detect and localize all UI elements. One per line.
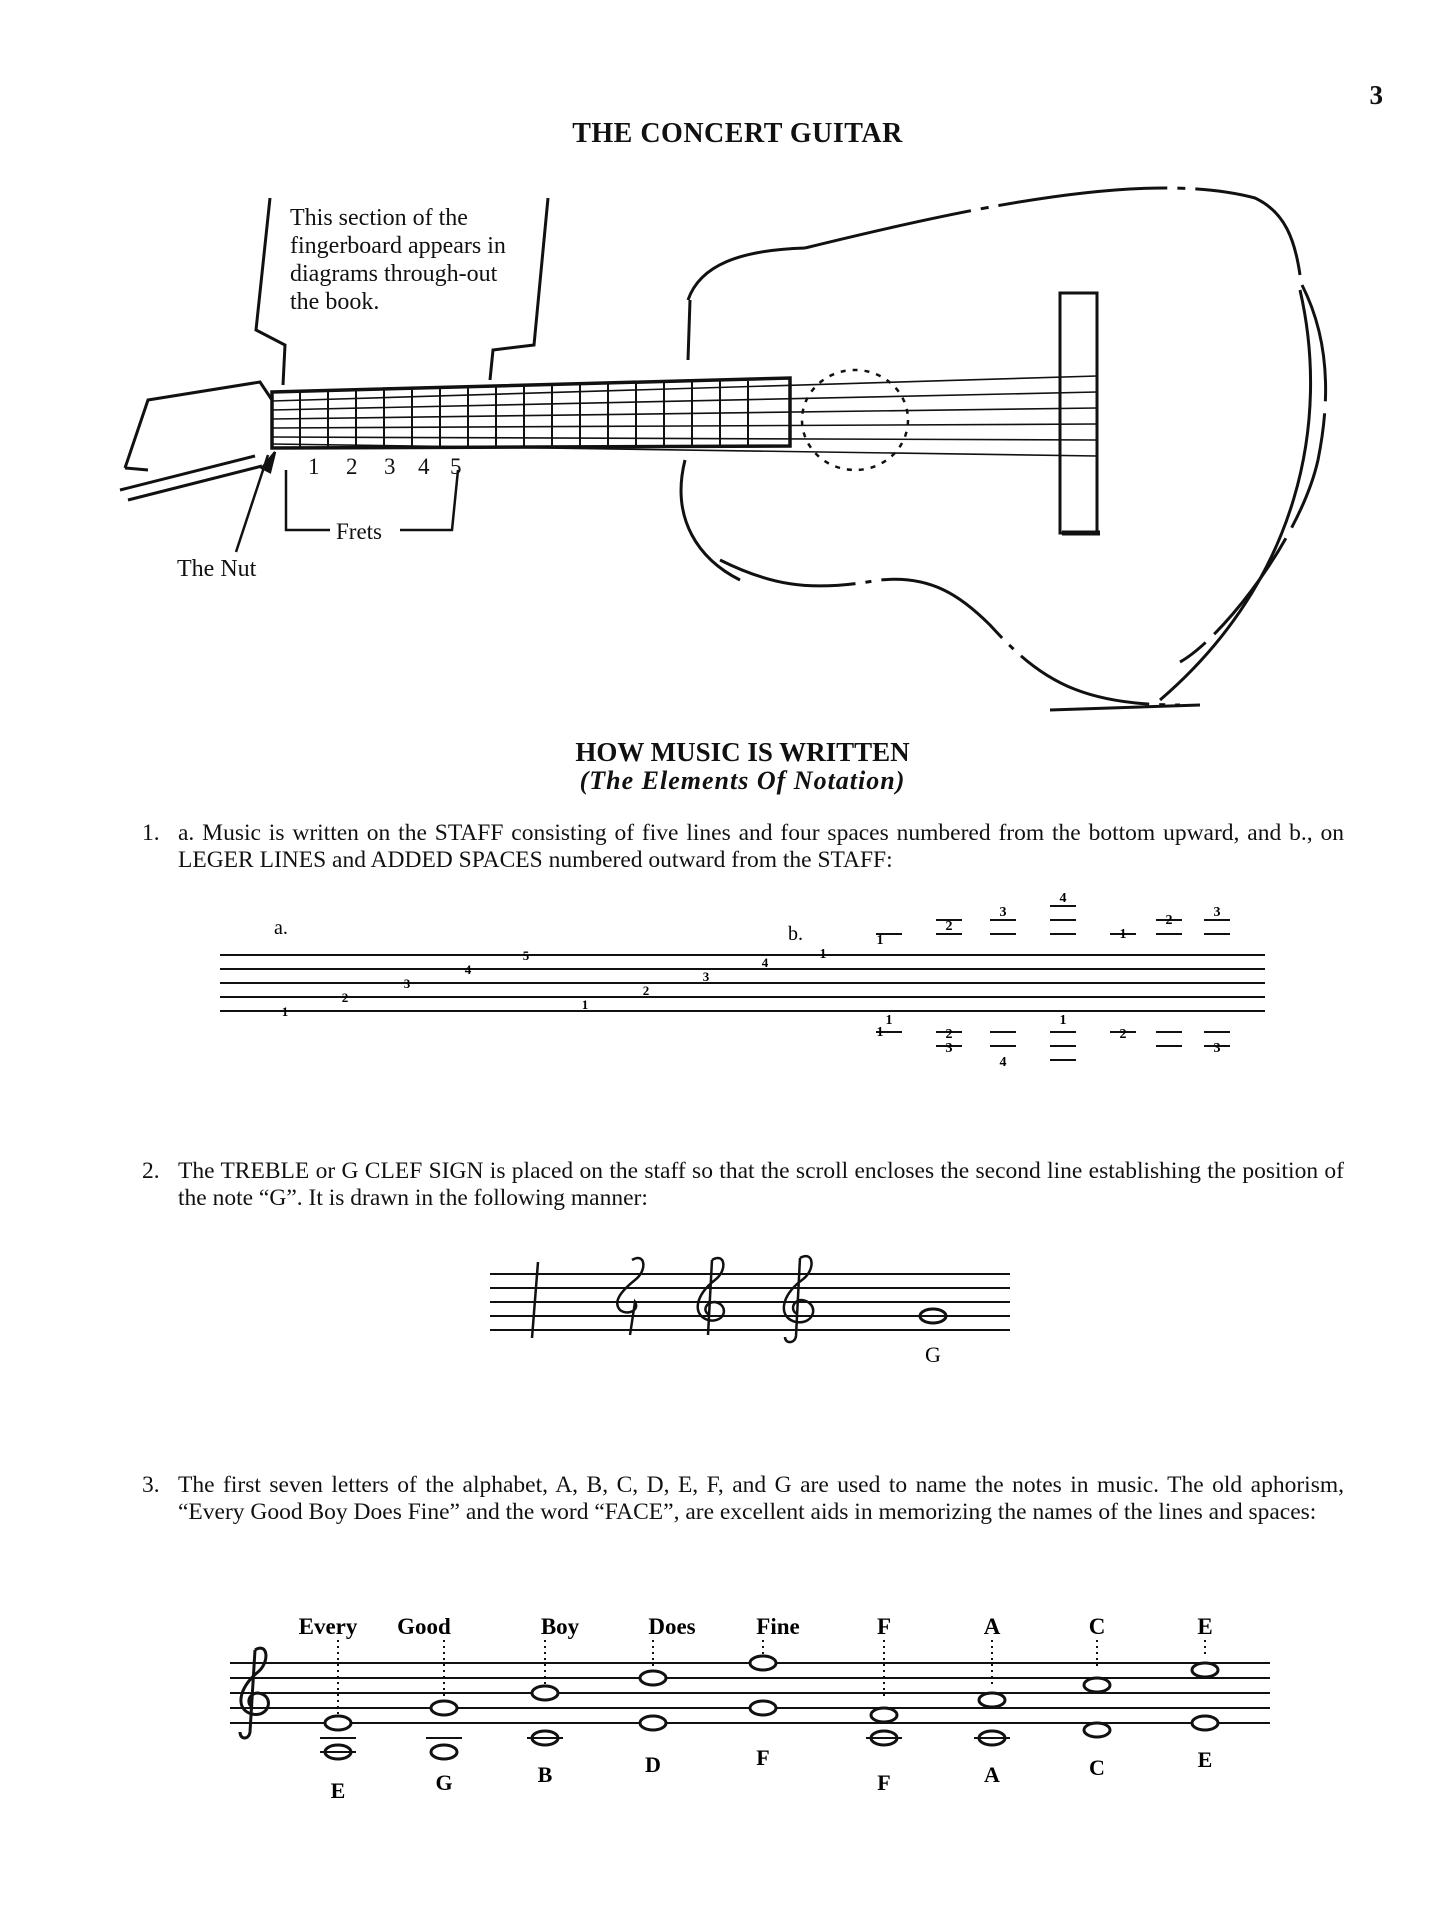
page-title: THE CONCERT GUITAR [572,118,903,149]
leger-number: 3 [1213,1041,1221,1056]
line-number: 1 [281,1004,289,1019]
mnemonic-word: Every [298,1614,358,1639]
fret-number: 4 [418,454,430,479]
mnemonic-word: F [876,1614,892,1639]
note-e [1192,1716,1218,1730]
note-name: D [645,1752,661,1777]
note-f [750,1701,776,1715]
staff-label-b: b. [788,923,803,945]
space-number: 3 [702,969,710,984]
guitar-illustration [0,0,1445,740]
paragraph-2 [142,1158,1344,1212]
note-b [532,1686,558,1700]
note-e [1192,1663,1218,1677]
leger-number: 4 [999,1055,1007,1070]
leger-number: 3 [999,905,1007,920]
mnemonic-word: C [1088,1614,1106,1639]
line-number: 5 [522,948,530,963]
paragraph-text: The TREBLE or G CLEF SIGN is placed on the staff so that the scroll encloses the second line establishing the position of the note “G”. It is drawn in the following manner: [178,1158,1344,1211]
mnemonic-word: E [1197,1614,1213,1639]
section-subtitle: (The Elements Of Notation) [579,766,906,795]
note-name: C [1089,1755,1105,1780]
staff-label-a: a. [274,917,288,939]
note-name: F [877,1770,891,1795]
section-title: HOW MUSIC IS WRITTEN [575,737,910,767]
line-number: 4 [464,962,472,977]
mnemonic-word: A [983,1614,1001,1639]
note-e [325,1716,351,1730]
fret-number: 5 [450,454,462,479]
leger-number: 1 [819,947,827,962]
note-d [640,1671,666,1685]
paragraph-number: 1. [142,820,160,846]
fret-number: 2 [346,454,358,479]
mnemonic-word: Fine [756,1614,800,1639]
note-name: B [537,1762,553,1787]
leger-number: 1 [1119,927,1127,942]
paragraph-text: a. Music is written on the STAFF consisting of five lines and four spaces numbered from the bottom upward, and b., on LEGER LINES and ADDED SPACES numbered outward from the STAFF: [178,820,1344,873]
note-name: E [1197,1747,1213,1772]
leger-number: 2 [1165,913,1173,928]
paragraph-number: 3. [142,1472,160,1498]
page-number: 3 [1369,80,1383,110]
note-f [871,1708,897,1722]
paragraph-number: 2. [142,1158,160,1184]
mnemonic-word: Does [648,1614,696,1639]
note-g-label: G [925,1342,941,1367]
note-g [431,1701,457,1715]
leger-number: 2 [945,919,953,934]
leger-number: 4 [1059,891,1067,906]
note-name: G [435,1770,453,1795]
line-number: 3 [403,976,411,991]
space-number: 2 [642,983,650,998]
note-a [979,1693,1005,1707]
treble-clef-staff [480,1240,1020,1370]
mnemonic-word: Good [397,1614,451,1639]
space-number: 4 [761,955,769,970]
nut-label: The Nut [177,556,257,582]
note-c [1084,1678,1110,1692]
leger-number: 3 [945,1041,953,1056]
note-d [640,1716,666,1730]
leger-number: 1 [876,933,884,948]
fret-number: 1 [308,454,320,479]
leger-number: 1 [885,1013,893,1028]
leger-number: 2 [1119,1027,1127,1042]
note-name: F [756,1745,770,1770]
note-g [431,1745,457,1759]
line-number: 2 [341,990,349,1005]
leger-number: 2 [945,1027,953,1042]
paragraph-1 [142,820,1344,874]
leger-number: 1 [876,1025,884,1040]
mnemonic-word: Boy [540,1614,580,1639]
fret-number: 3 [384,454,396,479]
note-name: A [984,1762,1000,1787]
paragraph-text: The first seven letters of the alphabet, A, B, C, D, E, F, and G are used to name the notes in music. The old aphorism, “Every Good Boy Does Fine” and the word “FACE”, are excellent aids in memorizing the names of the lines and spaces: [178,1472,1344,1525]
staff-lines-spaces [210,890,1280,1070]
note-c [1084,1723,1110,1737]
note-names-staff [220,1610,1280,1840]
frets-label: Frets [336,519,382,544]
leger-number: 3 [1213,905,1221,920]
note-name: E [330,1778,346,1803]
fingerboard-callout: This section of the fingerboard appears in diagrams through-out the book. [290,205,506,315]
space-number: 1 [581,997,589,1012]
leger-number: 1 [1059,1013,1067,1028]
note-f [750,1656,776,1670]
paragraph-3 [142,1472,1344,1526]
